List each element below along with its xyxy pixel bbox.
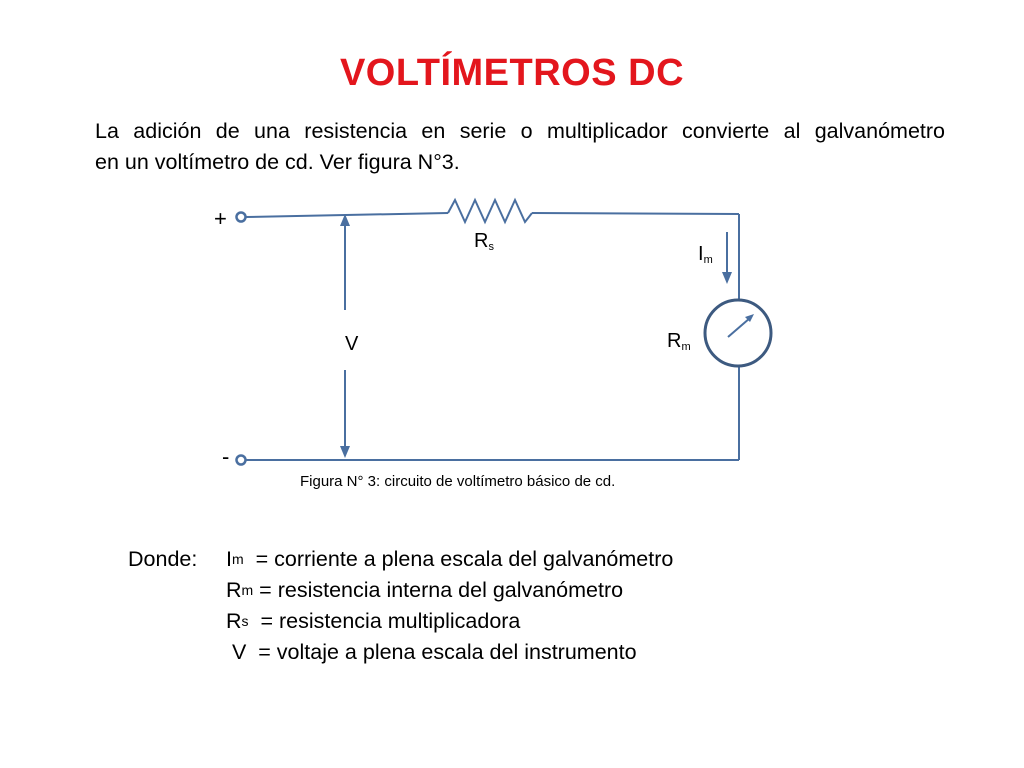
def-text: = corriente a plena escala del galvanómetro	[243, 547, 674, 571]
figure-caption: Figura N° 3: circuito de voltímetro básico de cd.	[300, 473, 616, 490]
definition-row-im	[128, 544, 673, 575]
galvanometer-icon	[705, 300, 771, 366]
def-symbol: I	[226, 547, 232, 571]
rm-label: $R_m$	[667, 330, 691, 353]
def-symbol-sub: m	[241, 582, 254, 598]
minus-terminal	[237, 456, 246, 465]
im-label: $I_m$	[698, 243, 713, 266]
def-symbol: V	[226, 640, 247, 664]
def-symbol: R	[226, 609, 242, 633]
definition-row-rm	[128, 575, 673, 606]
v-label: V	[345, 333, 359, 355]
v-arrowhead-down	[340, 446, 350, 458]
definitions-label: Donde:	[128, 547, 198, 571]
im-arrowhead	[722, 272, 732, 284]
definition-row-rs	[128, 606, 673, 637]
definitions-list	[128, 544, 673, 668]
def-text: = resistencia multiplicadora	[248, 609, 521, 633]
resistor-rs	[448, 200, 532, 222]
minus-sign: -	[222, 444, 230, 469]
intro-line-1: La adición de una resistencia en serie o multiplicador convierte al galvanómetro	[95, 119, 945, 143]
slide-title: VOLTÍMETROS DC	[339, 52, 685, 94]
def-symbol: R	[226, 578, 242, 602]
plus-sign: +	[214, 206, 227, 231]
definition-row-v	[128, 637, 673, 668]
top-wire-left	[246, 213, 448, 217]
rs-label: $R_s$	[474, 230, 494, 253]
def-text: = voltaje a plena escala del instrumento	[246, 640, 637, 664]
def-symbol-sub: s	[241, 613, 249, 629]
plus-terminal	[237, 213, 246, 222]
intro-line-2: en un voltímetro de cd. Ver figura N°3.	[95, 150, 460, 174]
top-wire-right	[532, 213, 739, 214]
def-text: = resistencia interna del galvanómetro	[253, 578, 624, 602]
def-symbol-sub: m	[231, 551, 244, 567]
